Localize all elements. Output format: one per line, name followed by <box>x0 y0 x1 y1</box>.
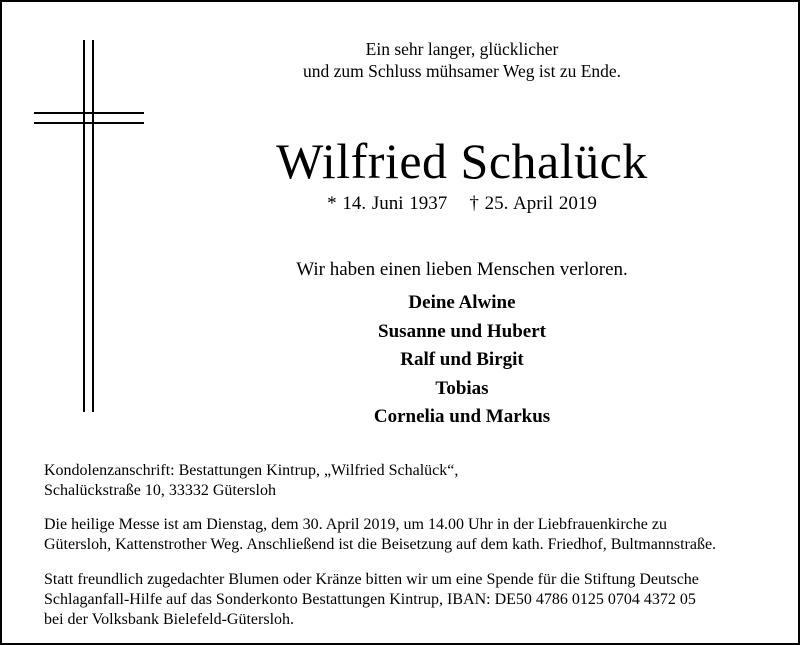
donation-line: Schlaganfall-Hilfe auf das Sonderkonto Bestattungen Kintrup, IBAN: DE50 4786 0125 0704 4372 05 <box>44 591 696 608</box>
motto <box>202 38 722 82</box>
family-member: Cornelia und Markus <box>373 406 551 428</box>
cross-vertical-line <box>83 40 85 412</box>
family-member: Tobias <box>435 377 489 399</box>
cross-horizontal-line <box>34 112 144 114</box>
motto-line: Ein sehr langer, glücklicher <box>365 39 559 59</box>
donation-line: Statt freundlich zugedachter Blumen oder Kränze bitten wir um eine Spende für die Stiftung Deutsche <box>44 571 699 588</box>
mass-line: Gütersloh, Kattenstrother Weg. Anschließend ist die Beisetzung auf dem kath. Friedhof, Bultmannstraße. <box>44 536 717 553</box>
motto-line: und zum Schluss mühsamer Weg ist zu Ende. <box>302 61 622 81</box>
family-member: Ralf und Birgit <box>400 349 524 371</box>
condolence-line: Kondolenzanschrift: Bestattungen Kintrup, „Wilfried Schalück“, <box>44 462 459 479</box>
condolence-line: Schalückstraße 10, 33332 Gütersloh <box>44 482 276 499</box>
family-member: Susanne und Hubert <box>378 320 546 342</box>
family-list <box>202 289 722 432</box>
death-date: † 25. April 2019 <box>469 193 597 214</box>
birth-date: * 14. Juni 1937 <box>327 193 448 214</box>
deceased-name: Wilfried Schalück <box>276 133 648 189</box>
cross-vertical-line <box>92 40 94 412</box>
donation-line: bei der Volksbank Bielefeld-Gütersloh. <box>44 611 295 628</box>
donation-info <box>44 570 784 630</box>
condolence-address <box>44 461 784 501</box>
cross-horizontal-line <box>34 122 144 124</box>
cross-symbol <box>34 40 144 412</box>
mass-info <box>44 515 784 555</box>
family-member: Deine Alwine <box>408 292 516 313</box>
life-dates <box>202 192 722 216</box>
mourning-statement: Wir haben einen lieben Menschen verloren. <box>296 259 628 280</box>
mass-line: Die heilige Messe ist am Dienstag, dem 30. April 2019, um 14.00 Uhr in der Liebfrauenkirche zu <box>44 516 667 533</box>
